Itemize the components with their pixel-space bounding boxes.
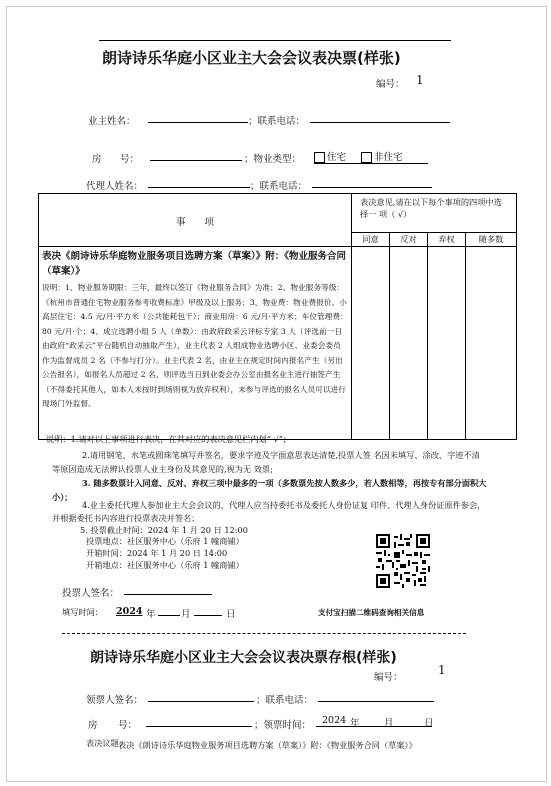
stub-serial-number: 1	[438, 663, 446, 677]
stub-title: 朗诗诗乐华庭小区业主大会会议表决票存根(样张)	[90, 650, 397, 666]
vote-table	[38, 193, 517, 440]
tear-line	[62, 633, 466, 634]
proxy-phone-label: ；联系电话：	[250, 181, 308, 192]
vote-cell-oppose[interactable]	[390, 247, 428, 440]
fill-year-unit: 年	[146, 609, 156, 620]
matter-header-cell	[39, 194, 352, 247]
title-rule	[99, 40, 451, 41]
matter-header: 事 项	[175, 217, 214, 228]
note-1: 说明：1.请对以上事项进行表决，在其对应的表决意见栏内划“ √”；	[46, 434, 292, 444]
owner-phone-label: ；联系电话：	[248, 116, 306, 127]
note-5: 5. 投票截止时间：2024 年 1 月 20 日 12:00	[80, 525, 248, 535]
note-5-open-time: 开箱时间：2024 年 1 月 20 日 14:00	[86, 548, 228, 558]
option-majority: 随多数	[466, 233, 517, 247]
stub-room-field[interactable]	[146, 715, 252, 727]
motion-title: 表决《朗诗诗乐华庭物业服务项目选聘方案（草案）》附：《物业服务合同（草案）》	[42, 251, 347, 277]
receiver-sign-field[interactable]	[148, 690, 254, 702]
proxy-name-label: 代理人姓名：	[86, 181, 144, 192]
receiver-sign-label: 领票人签名：	[86, 695, 144, 706]
stub-room-label-a: 房	[88, 720, 98, 731]
stub-serial-label: 编号：	[374, 672, 403, 683]
vote-cell-agree[interactable]	[352, 247, 390, 440]
stub-phone-label: ；联系电话：	[256, 695, 314, 706]
stub-motion: 表决《朗诗诗乐华庭物业服务项目选聘方案（草案）》附：《物业服务合同（草案）》	[118, 740, 417, 750]
residential-label: 住宅	[327, 152, 347, 163]
receive-time-label: ；领票时间：	[254, 720, 312, 731]
fill-day-unit: 日	[226, 609, 236, 620]
room-label-b: 号：	[120, 154, 140, 165]
fill-year: 2024	[116, 606, 143, 617]
motion-body: 说明：1、物业服务期限：三年，最终以签订《物业服务合同》为准；2、物业服务等级：《杭州市普通住宅物业服务参考收费标准》甲级及以上服务；3、物业费：物业费报价。小高层住宅：4.5 元/月·平方米（公共能耗包干）；商业用房：6 元/月·平方米；车位管理费：80 元/月·个；4、成立选聘小组 5 人（单数）：由政府政采云评标专家 3 人（评选前一日由政府“政采云”平台随机自动抽取产生），业主代表 2 人组成物业选聘小区、业委会委员作为监督成员 2 名（不参与打分）。业主代表 2 名，由业主在规定时间内报名产生（另出公告报名），如报名人员超过 2 名，则评选当日到业委会办公室由报名业主进行抽签产生（不得委托其他人，如本人未按时到场则视为放弃权利），未参与评选的报名人员可以进行现场门外监督。	[42, 283, 348, 408]
motion-cell	[39, 247, 352, 440]
serial-number: 1	[416, 73, 424, 87]
serial-label: 编号：	[376, 79, 405, 90]
option-oppose: 反对	[390, 233, 428, 247]
property-type-label: ；物业类型：	[244, 154, 302, 165]
owner-phone-field[interactable]	[310, 111, 450, 123]
note-5-vote-place: 投票地点：社区服务中心（乐府 1 幢商铺）	[86, 536, 244, 546]
non-residential-label: 非住宅	[374, 152, 403, 163]
fill-month-field[interactable]	[158, 604, 180, 616]
receive-year: 2024	[322, 715, 347, 726]
voter-sign-label: 投票人签名：	[62, 588, 120, 599]
receive-day-unit: 日	[424, 718, 434, 729]
stub-motion-label: 表决议题：	[86, 738, 127, 748]
owner-name-field[interactable]	[148, 111, 248, 123]
ballot-title: 朗诗诗乐华庭小区业主大会会议表决票(样张)	[102, 49, 401, 67]
stub-phone-field[interactable]	[318, 690, 434, 702]
fill-day-field[interactable]	[194, 604, 222, 616]
receive-month-unit: 月	[384, 718, 394, 729]
note-2: 2.请用钢笔、水笔或圆珠笔填写并签名，要求字迹及字面意思表达清楚,投票人签 名因未填写、涂改、字迹不清等原因造成无法辨认投票人业主身份及其意见的,视为无 效票;	[52, 450, 480, 474]
qr-code-icon[interactable]	[376, 534, 430, 588]
instruction-cell	[352, 194, 517, 233]
note-3: 3. 随多数票计入同意、反对、弃权三项中最多的一项（多数票先按人数多少，若人数相等，再按专有部分面积大小）；	[52, 478, 487, 502]
vote-cell-majority[interactable]	[466, 247, 517, 440]
fill-month-unit: 月	[181, 609, 191, 620]
qr-caption: 支付宝扫描二维码查询相关信息	[318, 608, 425, 617]
instruction-text: 表决意见,请在以下每个事项的四项中选择一 项（ √）	[360, 197, 502, 219]
property-type-underline	[314, 149, 428, 164]
stub-room-label-b: 号：	[118, 720, 138, 731]
note-4: 4.业主委托代理人参加业主大会会议的，代理人应当持委托书及委托人身份证复 印件、代理人身份证原件参会，并根据委托书内容进行投票表决并签名；	[52, 500, 486, 523]
option-agree: 同意	[352, 233, 390, 247]
fill-time-label: 填写时间：	[62, 607, 103, 617]
room-label-a: 房	[92, 154, 102, 165]
owner-name-label: 业主姓名：	[88, 116, 136, 127]
room-field[interactable]	[150, 149, 242, 161]
voter-sign-field[interactable]	[124, 583, 212, 595]
note-5-open-place: 开箱地点：社区服务中心（乐府 1 幢商铺）	[86, 560, 244, 570]
vote-cell-abstain[interactable]	[428, 247, 466, 440]
option-abstain: 弃权	[428, 233, 466, 247]
proxy-name-field[interactable]	[148, 176, 250, 188]
receive-year-unit: 年	[350, 718, 360, 729]
proxy-phone-field[interactable]	[312, 176, 432, 188]
